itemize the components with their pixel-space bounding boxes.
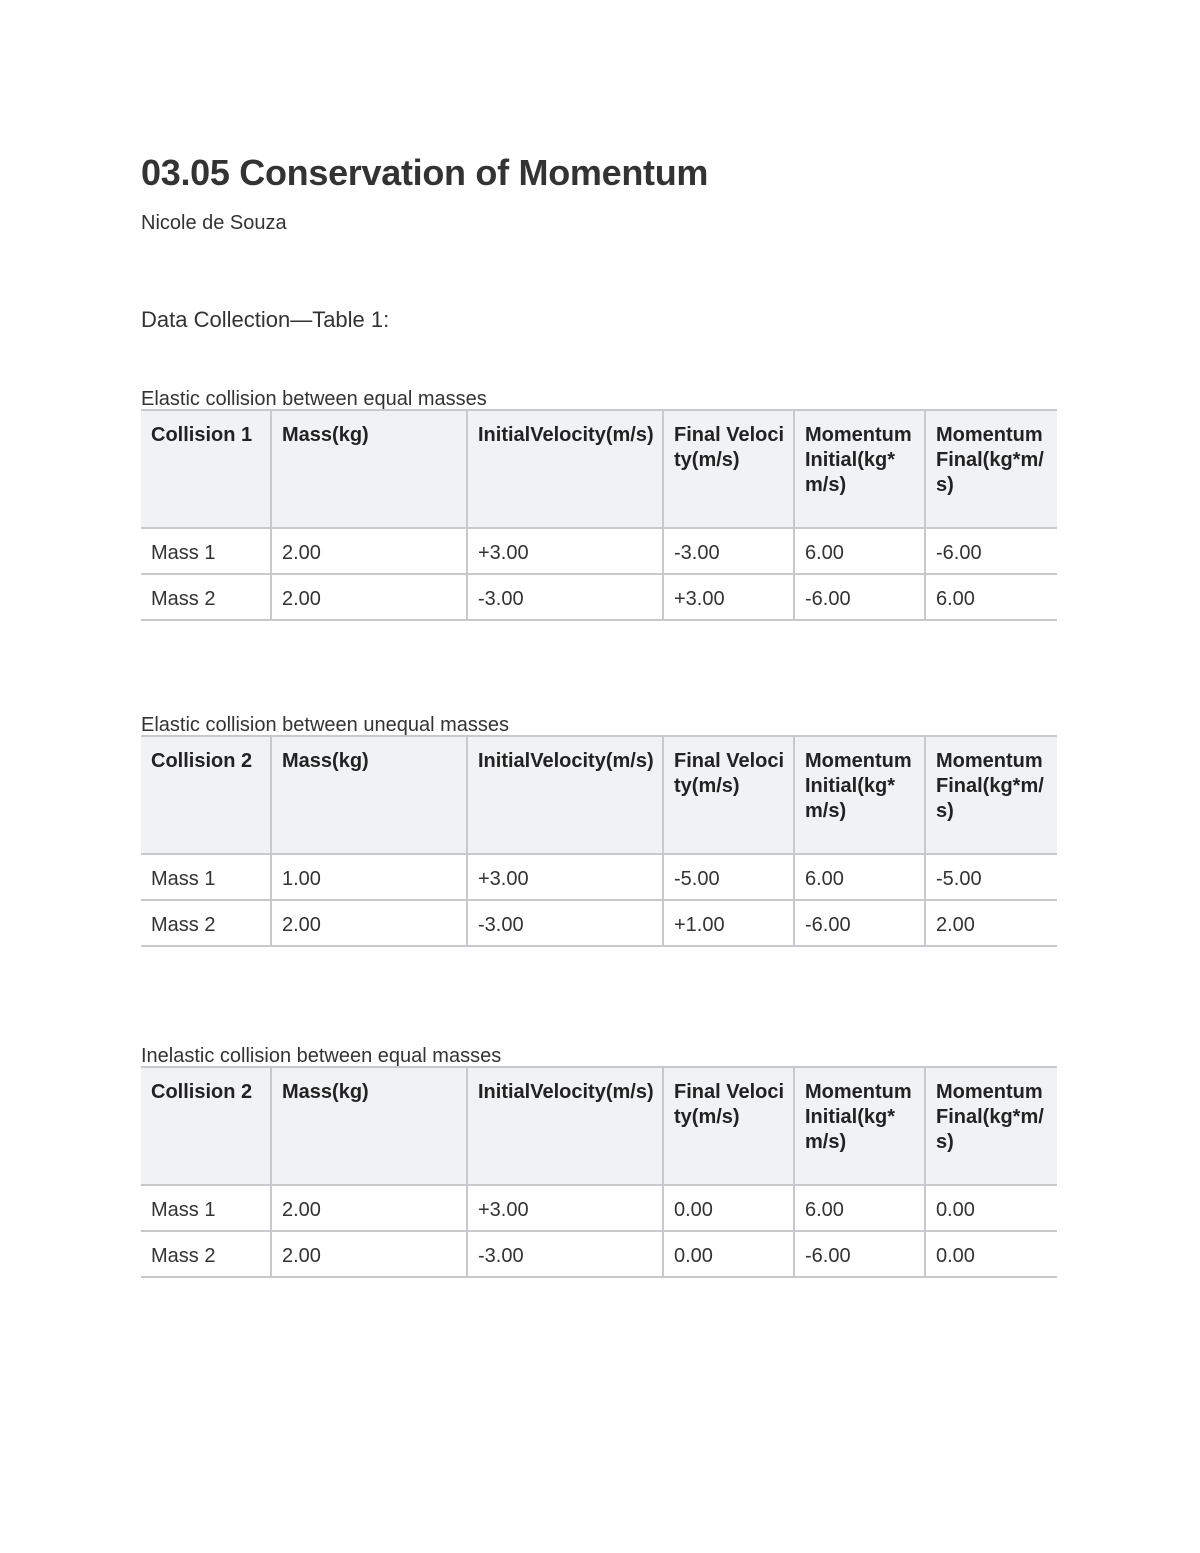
column-header: Momentum Final(kg*m/s) [925, 410, 1057, 528]
column-header: Final Velocity(m/s) [663, 736, 794, 854]
data-table-block-1 [141, 387, 1057, 621]
table-cell: 0.00 [925, 1185, 1057, 1231]
column-header: Mass(kg) [271, 736, 467, 854]
table-cell: 0.00 [663, 1185, 794, 1231]
column-header: Momentum Initial(kg*m/s) [794, 410, 925, 528]
column-header: InitialVelocity(m/s) [467, 1067, 663, 1185]
table-cell: 2.00 [271, 1231, 467, 1277]
table-cell: 6.00 [794, 854, 925, 900]
table-cell: Mass 2 [141, 1231, 271, 1277]
table-cell: Mass 1 [141, 854, 271, 900]
table-cell: 2.00 [271, 574, 467, 620]
table-cell: Mass 1 [141, 1185, 271, 1231]
table-cell: -3.00 [467, 574, 663, 620]
data-table [141, 1066, 1057, 1278]
column-header: InitialVelocity(m/s) [467, 736, 663, 854]
table-row [141, 1185, 1057, 1231]
table-row [141, 900, 1057, 946]
table-cell: Mass 2 [141, 574, 271, 620]
table-cell: -6.00 [794, 900, 925, 946]
data-table [141, 735, 1057, 947]
table-row [141, 528, 1057, 574]
table-cell: +3.00 [467, 854, 663, 900]
table-cell: -3.00 [663, 528, 794, 574]
column-header: Mass(kg) [271, 410, 467, 528]
table-caption: Inelastic collision between equal masses [141, 1045, 502, 1067]
page-title: 03.05 Conservation of Momentum [141, 152, 709, 193]
table-cell: -6.00 [794, 574, 925, 620]
author-name: Nicole de Souza [141, 212, 287, 234]
table-header-row [141, 410, 1057, 528]
table-caption: Elastic collision between unequal masses [141, 714, 509, 736]
table-row [141, 1231, 1057, 1277]
column-header: Momentum Final(kg*m/s) [925, 1067, 1057, 1185]
table-row [141, 574, 1057, 620]
column-header: Momentum Initial(kg*m/s) [794, 736, 925, 854]
column-header: Mass(kg) [271, 1067, 467, 1185]
table-caption: Elastic collision between equal masses [141, 388, 487, 410]
table-cell: -3.00 [467, 1231, 663, 1277]
column-header: Momentum Initial(kg*m/s) [794, 1067, 925, 1185]
table-row [141, 854, 1057, 900]
data-table [141, 409, 1057, 621]
section-heading: Data Collection—Table 1: [141, 307, 390, 332]
table-cell: -5.00 [663, 854, 794, 900]
table-cell: 6.00 [794, 528, 925, 574]
table-cell: Mass 2 [141, 900, 271, 946]
table-cell: 2.00 [271, 528, 467, 574]
table-cell: 0.00 [663, 1231, 794, 1277]
column-header: Momentum Final(kg*m/s) [925, 736, 1057, 854]
table-cell: 2.00 [925, 900, 1057, 946]
table-cell: -6.00 [925, 528, 1057, 574]
table-cell: -5.00 [925, 854, 1057, 900]
table-cell: +3.00 [467, 528, 663, 574]
table-cell: 6.00 [925, 574, 1057, 620]
table-header-row [141, 1067, 1057, 1185]
column-header: Collision 1 [141, 410, 271, 528]
table-cell: +3.00 [663, 574, 794, 620]
column-header: Final Velocity(m/s) [663, 1067, 794, 1185]
table-cell: Mass 1 [141, 528, 271, 574]
table-cell: 0.00 [925, 1231, 1057, 1277]
table-cell: 6.00 [794, 1185, 925, 1231]
table-cell: 2.00 [271, 900, 467, 946]
table-cell: -6.00 [794, 1231, 925, 1277]
table-cell: 2.00 [271, 1185, 467, 1231]
column-header: InitialVelocity(m/s) [467, 410, 663, 528]
table-cell: +1.00 [663, 900, 794, 946]
data-table-block-3 [141, 1044, 1057, 1278]
table-cell: +3.00 [467, 1185, 663, 1231]
column-header: Collision 2 [141, 1067, 271, 1185]
table-cell: 1.00 [271, 854, 467, 900]
table-header-row [141, 736, 1057, 854]
column-header: Final Velocity(m/s) [663, 410, 794, 528]
data-table-block-2 [141, 713, 1057, 947]
column-header: Collision 2 [141, 736, 271, 854]
table-cell: -3.00 [467, 900, 663, 946]
